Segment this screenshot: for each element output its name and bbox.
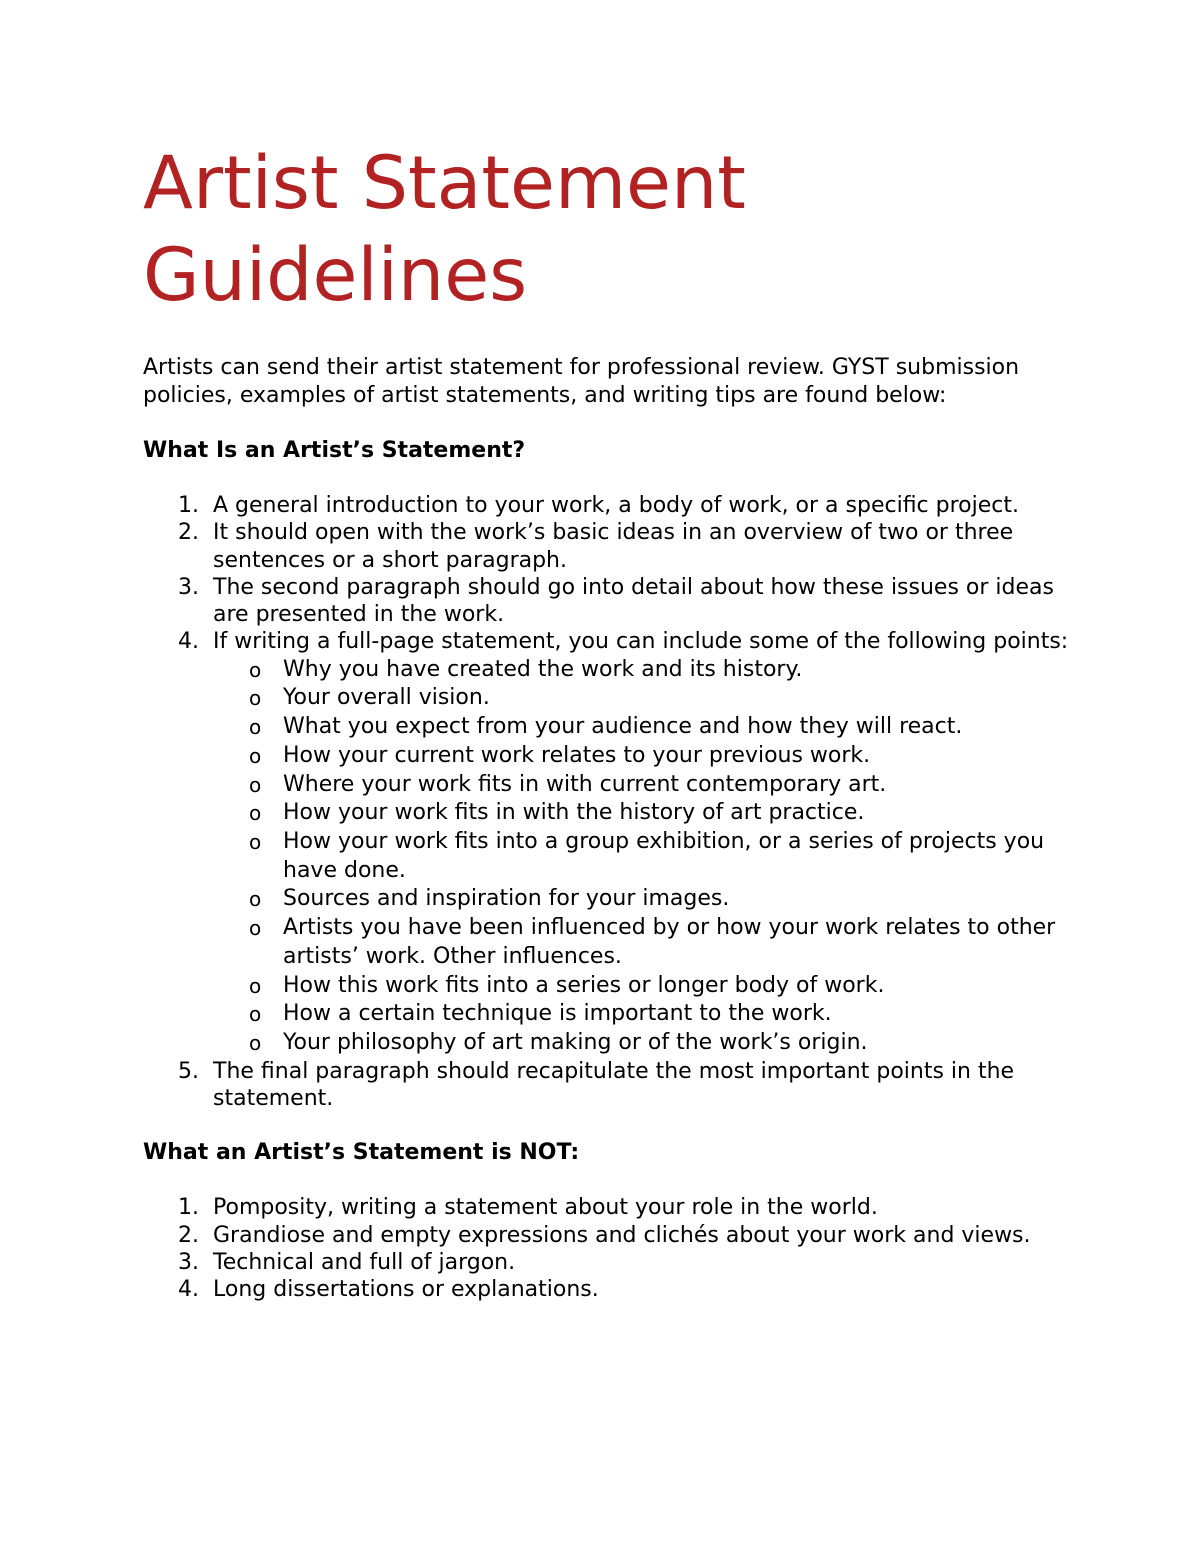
list-number: 1. <box>178 493 199 518</box>
list-number: 2. <box>178 1222 199 1248</box>
bullet-marker: o <box>249 916 262 941</box>
sub-list-item <box>143 684 1073 713</box>
bullet-marker: o <box>249 772 262 797</box>
sub-list-item <box>143 742 1073 771</box>
list-item <box>143 519 1073 574</box>
list-item-text: It should open with the work’s basic ideas in an overview of two or three sentences or a short paragraph. <box>213 520 1014 573</box>
title-line-2: Guidelines <box>143 233 528 318</box>
intro-paragraph: Artists can send their artist statement for professional review. GYST submission policies, examples of artist statements, and writing tips are found below: <box>143 355 1020 408</box>
sub-item-text: How this work fits into a series or longer body of work. <box>283 972 885 998</box>
sub-item-text: Sources and inspiration for your images. <box>283 886 730 912</box>
list-number: 4. <box>178 1277 199 1303</box>
what-is-not-list <box>143 1167 1073 1303</box>
list-number: 4. <box>178 629 199 655</box>
sub-item-text: How your work fits into a group exhibition, or a series of projects you have done. <box>283 829 1045 883</box>
bullet-marker: o <box>249 657 262 682</box>
sub-item-text: How a certain technique is important to the work. <box>283 1001 832 1027</box>
sub-item-text: Your overall vision. <box>283 685 490 711</box>
sub-list-item <box>143 828 1073 885</box>
bullet-marker: o <box>249 801 262 826</box>
list-item-text: Pomposity, writing a statement about your role in the world. <box>213 1195 878 1221</box>
sub-item-text: How your current work relates to your previous work. <box>283 742 871 768</box>
bullet-marker: o <box>249 743 262 768</box>
list-item <box>143 628 1073 1057</box>
list-item <box>143 1276 1073 1303</box>
list-item <box>143 1194 1073 1221</box>
list-item-text: Grandiose and empty expressions and clichés about your work and views. <box>213 1222 1031 1248</box>
bullet-marker: o <box>249 887 262 912</box>
bullet-marker: o <box>249 830 262 854</box>
list-number: 2. <box>178 520 199 546</box>
sub-list-item <box>143 713 1073 742</box>
section-heading-what-is: What Is an Artist’s Statement? <box>143 438 526 463</box>
list-number: 3. <box>178 1249 199 1275</box>
list-item-text: The final paragraph should recapitulate the most important points in the statement. <box>213 1058 1015 1111</box>
list-item <box>143 1222 1073 1249</box>
document-title <box>143 138 1073 322</box>
what-is-list <box>143 465 1073 1112</box>
bullet-marker: o <box>249 1002 262 1027</box>
sub-item-text: Why you have created the work and its history. <box>283 656 803 682</box>
list-item-text: The second paragraph should go into detail about how these issues or ideas are presented in the work. <box>213 574 1054 628</box>
sub-list-item <box>143 1000 1073 1029</box>
sub-item-text: Where your work fits in with current contemporary art. <box>283 771 887 797</box>
sub-list-item <box>143 914 1073 971</box>
sub-list-item <box>143 656 1073 685</box>
list-item-text: Technical and full of jargon. <box>213 1249 516 1275</box>
sub-item-text: Your philosophy of art making or of the work’s origin. <box>283 1029 868 1055</box>
sub-item-text: What you expect from your audience and how they will react. <box>283 714 963 740</box>
sub-item-text: Artists you have been influenced by or how your work relates to other artists’ work. Other influences. <box>283 915 1056 969</box>
bullet-marker: o <box>249 1030 262 1055</box>
sub-list-item <box>143 885 1073 914</box>
document-page <box>143 138 1073 1303</box>
list-item <box>143 492 1073 519</box>
sub-list-item <box>143 771 1073 800</box>
list-number: 5. <box>178 1058 199 1084</box>
list-item <box>143 1058 1073 1113</box>
sub-list-item <box>143 1029 1073 1058</box>
bullet-marker: o <box>249 686 262 711</box>
title-line-1: Artist Statement <box>143 141 746 226</box>
list-item-text: If writing a full-page statement, you can include some of the following points: <box>213 629 1069 655</box>
list-number: 3. <box>178 574 199 600</box>
list-item <box>143 1249 1073 1276</box>
list-number: 1. <box>178 1195 199 1221</box>
list-item <box>143 574 1073 629</box>
section-heading-what-is-not: What an Artist’s Statement is NOT: <box>143 1140 580 1166</box>
list-item-text: Long dissertations or explanations. <box>213 1277 599 1303</box>
sub-bullet-list <box>213 656 1073 1058</box>
bullet-marker: o <box>249 973 262 998</box>
bullet-marker: o <box>249 715 262 740</box>
sub-item-text: How your work fits in with the history of art practice. <box>283 800 865 826</box>
list-item-text: A general introduction to your work, a body of work, or a specific project. <box>213 493 1019 518</box>
sub-list-item <box>143 799 1073 828</box>
sub-list-item <box>143 972 1073 1001</box>
